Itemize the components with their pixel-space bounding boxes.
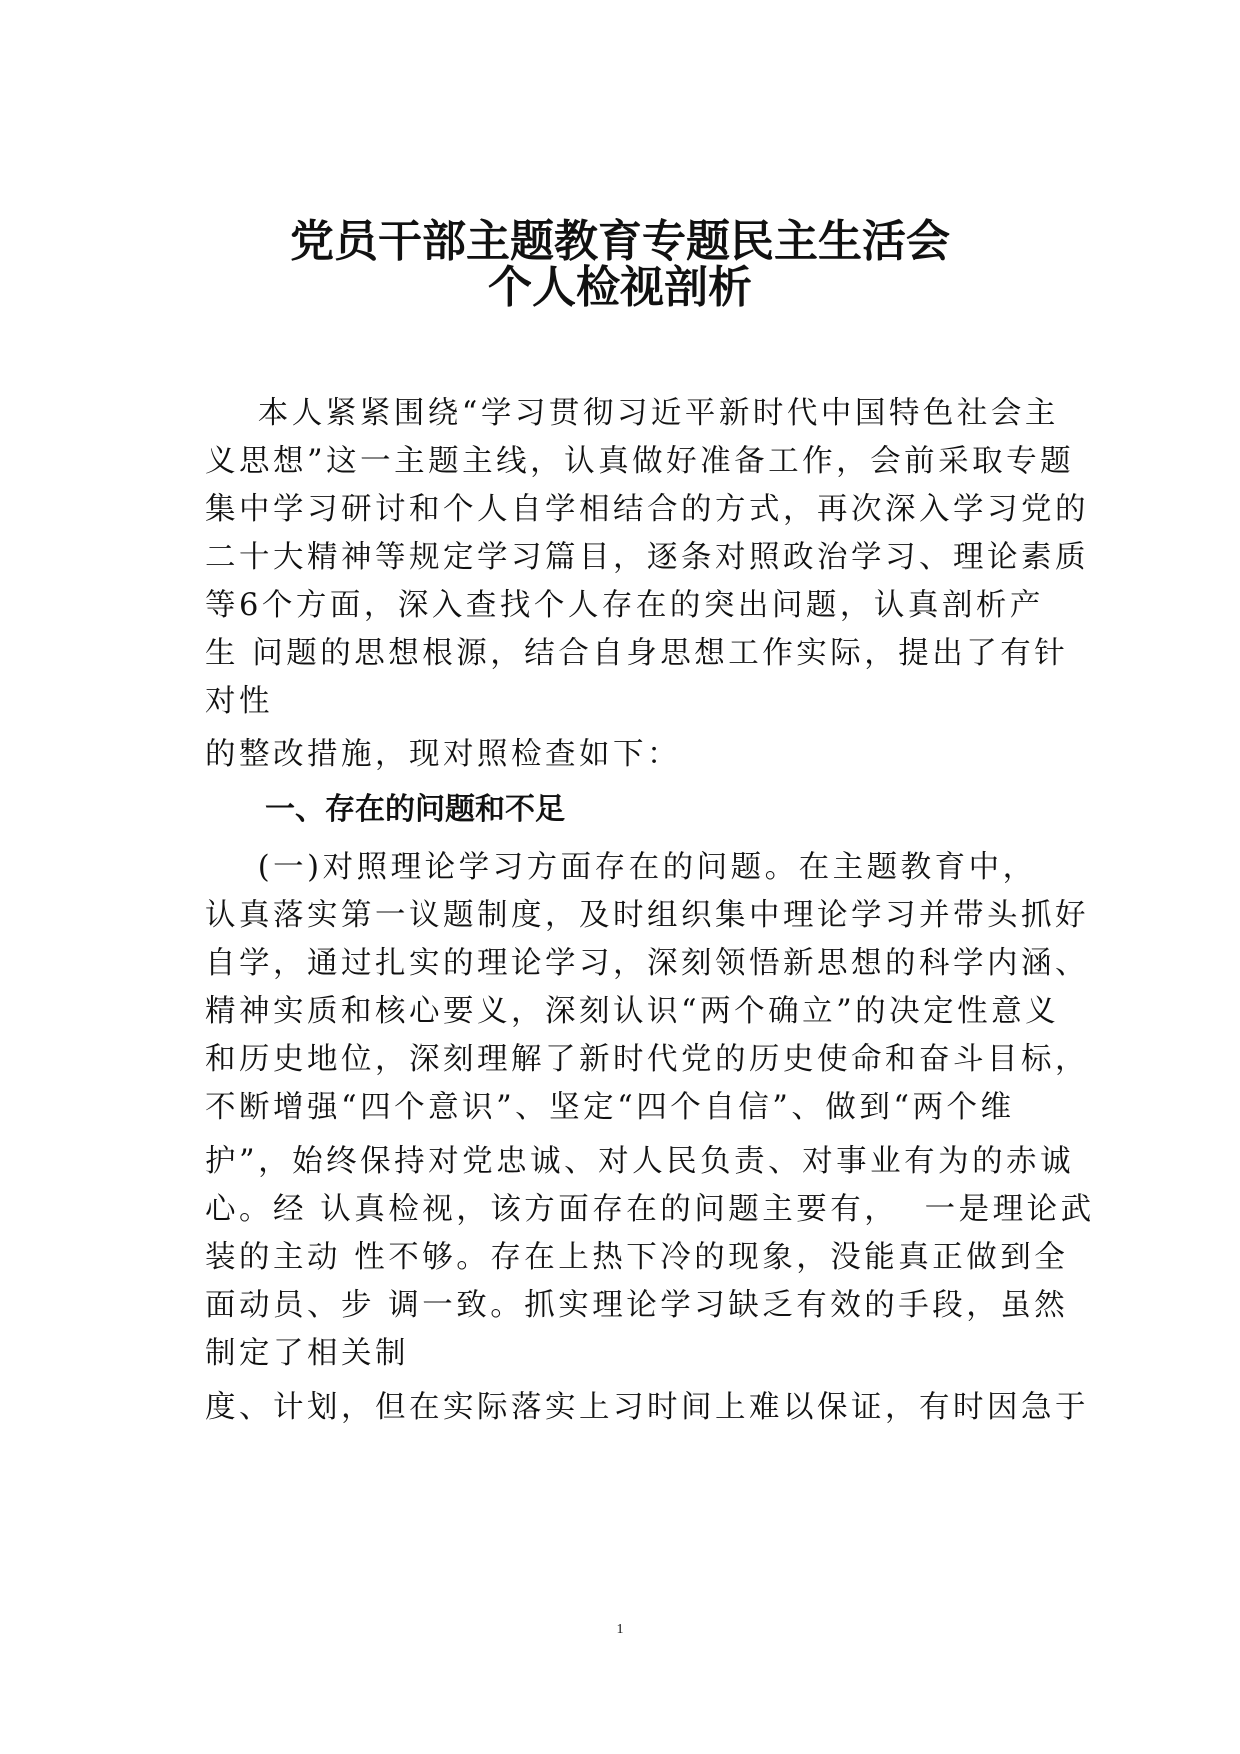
- text-line: 自学，通过扎实的理论学习，深刻领悟新思想的科学内涵、: [205, 946, 1089, 981]
- text-line: 度、计划，但在实际落实上习时间上难以保证，有时因急于: [205, 1390, 1089, 1425]
- text-line: 生 问题的思想根源，结合自身思想工作实际，提出了有针: [205, 636, 1069, 671]
- text-line: 装的主动 性不够。存在上热下冷的现象，没能真正做到全: [205, 1240, 1069, 1275]
- document-title-line2: 个人检视剖析: [488, 262, 752, 313]
- section-heading: 一、存在的问题和不足: [265, 792, 565, 827]
- text-line: 精神实质和核心要义，深刻认识“两个确立”的决定性意义: [205, 994, 1060, 1029]
- page-number: 1: [616, 1622, 624, 1637]
- text-line: (一)对照理论学习方面存在的问题。在主题教育中，: [205, 850, 1037, 885]
- text-line: 等6个方面，深入查找个人存在的突出问题，认真剖析产: [205, 588, 1044, 623]
- text-line: 本人紧紧围绕“学习贯彻习近平新时代中国特色社会主: [205, 396, 1059, 431]
- text-line: 心。经 认真检视，该方面存在的问题主要有， 一是理论武: [205, 1192, 1095, 1227]
- text-line: 不断增强“四个意识”、坚定“四个自信”、做到“两个维: [205, 1090, 1015, 1125]
- text-line: 二十大精神等规定学习篇目，逐条对照政治学习、理论素质: [205, 540, 1089, 575]
- text-line: 面动员、步 调一致。抓实理论学习缺乏有效的手段，虽然: [205, 1288, 1069, 1323]
- text-line: 护”，始终保持对党忠诚、对人民负责、对事业有为的赤诚: [205, 1144, 1075, 1179]
- text-line: 制定了相关制: [205, 1336, 409, 1371]
- text-line: 的整改措施，现对照检查如下：: [205, 737, 681, 772]
- document-title-line1: 党员干部主题教育专题民主生活会: [290, 216, 950, 267]
- text-line: 集中学习研讨和个人自学相结合的方式，再次深入学习党的: [205, 492, 1089, 527]
- text-line: 认真落实第一议题制度，及时组织集中理论学习并带头抓好: [205, 898, 1089, 933]
- text-line: 对性: [205, 684, 273, 719]
- text-line: 和历史地位，深刻理解了新时代党的历史使命和奋斗目标，: [205, 1042, 1089, 1077]
- text-line: 义思想”这一主题主线，认真做好准备工作，会前采取专题: [205, 444, 1075, 479]
